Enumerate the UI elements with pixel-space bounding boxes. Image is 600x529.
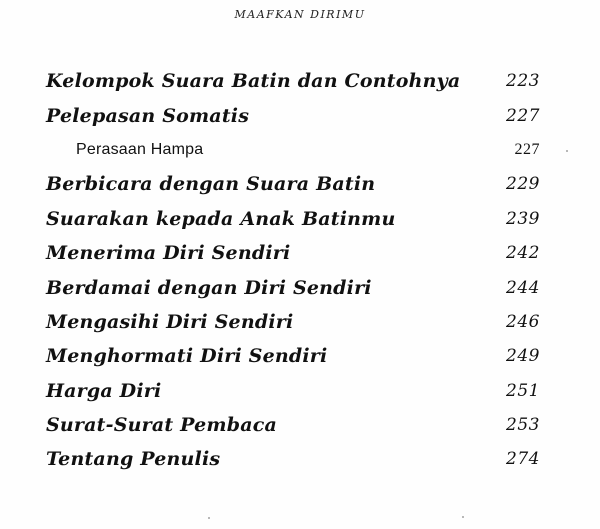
table-of-contents [46, 64, 546, 477]
toc-entry [46, 408, 546, 442]
toc-entry [46, 305, 546, 339]
toc-entry-title: Pelepasan Somatis [46, 104, 250, 127]
scan-speck [566, 150, 568, 152]
toc-entry [46, 442, 546, 476]
scan-speck [462, 516, 464, 518]
toc-entry-title: Kelompok Suara Batin dan Contohnya [46, 70, 461, 93]
toc-entry-page: 274 [506, 449, 540, 470]
toc-subentry [46, 133, 546, 167]
toc-entry [46, 64, 546, 98]
toc-entry [46, 202, 546, 236]
toc-entry-title: Harga Diri [46, 379, 162, 402]
toc-entry-title: Surat-Surat Pembaca [46, 414, 278, 437]
toc-entry-title: Menerima Diri Sendiri [46, 242, 291, 265]
toc-entry-page: 223 [506, 71, 540, 92]
toc-entry-title: Berdamai dengan Diri Sendiri [46, 276, 372, 299]
toc-entry-page: 242 [506, 243, 540, 264]
toc-entry-title: Menghormati Diri Sendiri [46, 345, 328, 368]
toc-subentry-title: Perasaan Hampa [76, 140, 204, 158]
scan-speck [208, 517, 210, 519]
toc-entry-title: Berbicara dengan Suara Batin [46, 173, 376, 196]
toc-entry [46, 167, 546, 201]
toc-subentry-page: 227 [514, 140, 540, 158]
toc-entry [46, 339, 546, 373]
toc-entry-title: Mengasihi Diri Sendiri [46, 310, 294, 333]
toc-entry-page: 239 [506, 208, 540, 229]
toc-entry-page: 251 [506, 380, 540, 401]
toc-entry-page: 227 [506, 105, 540, 126]
toc-entry [46, 98, 546, 132]
running-head: MAAFKAN DIRIMU [234, 8, 366, 21]
toc-entry-page: 249 [506, 346, 540, 367]
toc-entry [46, 236, 546, 270]
toc-entry-page: 253 [506, 415, 540, 436]
toc-entry-page: 244 [506, 277, 540, 298]
toc-entry [46, 374, 546, 408]
toc-entry-page: 246 [506, 311, 540, 332]
toc-entry-title: Suarakan kepada Anak Batinmu [46, 207, 396, 230]
toc-entry-title: Tentang Penulis [46, 448, 221, 471]
toc-entry-page: 229 [506, 174, 540, 195]
toc-entry [46, 270, 546, 304]
